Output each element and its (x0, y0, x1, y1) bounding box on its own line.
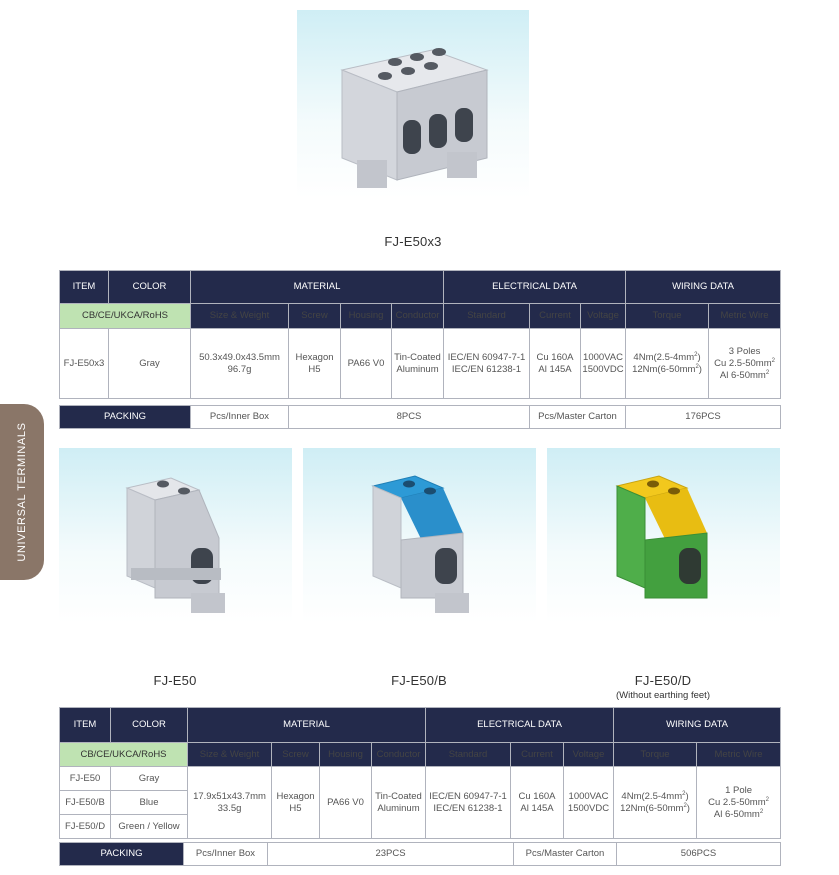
product-image-fj-e50 (59, 448, 292, 623)
current-line-1: Cu 160A (536, 351, 574, 363)
cell-torque: $4Nm(2.5-4mm^2)$ $12Nm(6-50mm^2)$ (614, 767, 697, 839)
cert-label: CB/CE/UKCA/RoHS (60, 743, 188, 767)
screw-line-1: Hexagon (295, 351, 334, 363)
packing-inner-label: Pcs/Inner Box (191, 406, 289, 429)
packing-inner-value: 8PCS (289, 406, 530, 429)
cell-item: FJ-E50/B (60, 791, 111, 815)
product-note-fj-e50-d: (Without earthing feet) (616, 690, 710, 701)
header-electrical: ELECTRICAL DATA (444, 271, 626, 304)
subheader-voltage: Voltage (564, 743, 614, 767)
metric-line-3: Al 6-50mm (713, 808, 760, 820)
header-material: MATERIAL (191, 271, 444, 304)
standard-line-1: IEC/EN 60947-7-1 (447, 351, 526, 363)
screw-line-1: Hexagon (276, 790, 315, 802)
subheader-size: Size & Weight (191, 304, 289, 329)
cell-metric: 3 Poles Cu $2.5-50mm^2$ Al $6-50mm^2$ (709, 329, 781, 399)
cell-size (191, 329, 289, 399)
cell-color: Gray (109, 329, 191, 399)
spec-table-fj-e50x3 (59, 270, 781, 399)
metric-line-2: Cu 2.5-50mm (714, 357, 772, 369)
conductor-line-1: Tin-Coated (394, 351, 441, 363)
voltage-line-1: 1000VAC (583, 351, 623, 363)
size-line-1: 50.3x49.0x43.5mm (199, 351, 280, 363)
header-item: ITEM (60, 271, 109, 304)
subheader-conductor: Conductor (372, 743, 426, 767)
cell-item: FJ-E50 (60, 767, 111, 791)
cell-color: Blue (111, 791, 188, 815)
size-line-2: 96.7g (227, 363, 252, 375)
torque-line-1: 4Nm(2.5-4mm (621, 790, 683, 802)
current-line-2: Al 145A (520, 802, 554, 814)
packing-inner-label: Pcs/Inner Box (184, 843, 268, 866)
terminal-green-yellow-illustration (547, 448, 780, 623)
terminal-3pole-illustration (297, 10, 529, 198)
product-image-fj-e50x3 (297, 10, 529, 198)
subheader-current: Current (530, 304, 581, 329)
subheader-torque: Torque (626, 304, 709, 329)
cell-torque: $4Nm(2.5-4mm^2)$ $12Nm(6-50mm^2)$ (626, 329, 709, 399)
cell-color: Gray (111, 767, 188, 791)
standard-line-1: IEC/EN 60947-7-1 (429, 790, 507, 802)
packing-inner-value: 23PCS (268, 843, 514, 866)
header-electrical: ELECTRICAL DATA (426, 708, 614, 743)
cell-standard (444, 329, 530, 399)
cell-current (511, 767, 564, 839)
subheader-conductor: Conductor (392, 304, 444, 329)
subheader-standard: Standard (426, 743, 511, 767)
subheader-standard: Standard (444, 304, 530, 329)
header-color: COLOR (111, 708, 188, 743)
subheader-voltage: Voltage (581, 304, 626, 329)
cell-housing: PA66 V0 (341, 329, 392, 399)
product-image-fj-e50-b (303, 448, 536, 623)
standard-line-2: IEC/EN 61238-1 (433, 802, 503, 814)
packing-label: PACKING (60, 843, 184, 866)
table-row (60, 767, 781, 791)
cert-label: CB/CE/UKCA/RoHS (60, 304, 191, 329)
cell-voltage (581, 329, 626, 399)
product-caption-fj-e50x3: FJ-E50x3 (384, 234, 442, 249)
table-row (60, 329, 781, 399)
cell-metric: 1 Pole Cu $2.5-50mm^2$ Al $6-50mm^2$ (697, 767, 781, 839)
terminal-blue-illustration (303, 448, 536, 623)
subheader-housing: Housing (341, 304, 392, 329)
size-line-2: 33.5g (217, 802, 242, 814)
cell-color: Green / Yellow (111, 815, 188, 839)
product-image-fj-e50-d (547, 448, 780, 623)
standard-line-2: IEC/EN 61238-1 (451, 363, 522, 375)
cell-current (530, 329, 581, 399)
header-material: MATERIAL (188, 708, 426, 743)
current-line-1: Cu 160A (518, 790, 556, 802)
cell-size (188, 767, 272, 839)
subheader-metric: Metric Wire (697, 743, 781, 767)
current-line-2: Al 145A (538, 363, 572, 375)
header-item: ITEM (60, 708, 111, 743)
torque-line-2: 12Nm(6-50mm (632, 363, 696, 375)
packing-label: PACKING (60, 406, 191, 429)
terminal-gray-illustration (59, 448, 292, 623)
header-color: COLOR (109, 271, 191, 304)
packing-master-value: 506PCS (617, 843, 781, 866)
cell-screw (289, 329, 341, 399)
screw-line-2: H5 (289, 802, 302, 814)
voltage-line-2: 1500VDC (582, 363, 624, 375)
cell-screw (272, 767, 320, 839)
metric-line-1: 1 Pole (725, 784, 752, 796)
subheader-torque: Torque (614, 743, 697, 767)
screw-line-2: H5 (308, 363, 321, 375)
voltage-line-1: 1000VAC (568, 790, 609, 802)
cell-item: FJ-E50x3 (60, 329, 109, 399)
voltage-line-2: 1500VDC (567, 802, 610, 814)
cell-conductor (392, 329, 444, 399)
cell-item: FJ-E50/D (60, 815, 111, 839)
subheader-size: Size & Weight (188, 743, 272, 767)
packing-master-label: Pcs/Master Carton (514, 843, 617, 866)
conductor-line-2: Aluminum (396, 363, 439, 375)
subheader-screw: Screw (289, 304, 341, 329)
packing-master-label: Pcs/Master Carton (530, 406, 626, 429)
spec-table-fj-e50 (59, 707, 781, 839)
cell-conductor (372, 767, 426, 839)
subheader-screw: Screw (272, 743, 320, 767)
side-tab-label: UNIVERSAL TERMINALS (16, 422, 28, 562)
subheader-current: Current (511, 743, 564, 767)
cell-standard (426, 767, 511, 839)
product-caption-fj-e50-b: FJ-E50/B (391, 673, 447, 688)
metric-line-2: Cu 2.5-50mm (708, 796, 766, 808)
subheader-metric: Metric Wire (709, 304, 781, 329)
metric-line-1: 3 Poles (728, 345, 761, 357)
cell-housing: PA66 V0 (320, 767, 372, 839)
product-caption-fj-e50: FJ-E50 (153, 673, 197, 688)
torque-line-1: 4Nm(2.5-4mm (633, 351, 695, 363)
size-line-1: 17.9x51x43.7mm (193, 790, 266, 802)
packing-table-fj-e50x3 (59, 405, 781, 429)
metric-line-3: Al 6-50mm (719, 369, 766, 381)
packing-master-value: 176PCS (626, 406, 781, 429)
torque-line-2: 12Nm(6-50mm (620, 802, 684, 814)
header-wiring: WIRING DATA (626, 271, 781, 304)
cell-voltage (564, 767, 614, 839)
conductor-line-1: Tin-Coated (375, 790, 422, 802)
side-category-tab (0, 404, 44, 580)
product-caption-fj-e50-d: FJ-E50/D (634, 673, 692, 688)
packing-table-fj-e50 (59, 842, 781, 866)
conductor-line-2: Aluminum (377, 802, 420, 814)
subheader-housing: Housing (320, 743, 372, 767)
header-wiring: WIRING DATA (614, 708, 781, 743)
